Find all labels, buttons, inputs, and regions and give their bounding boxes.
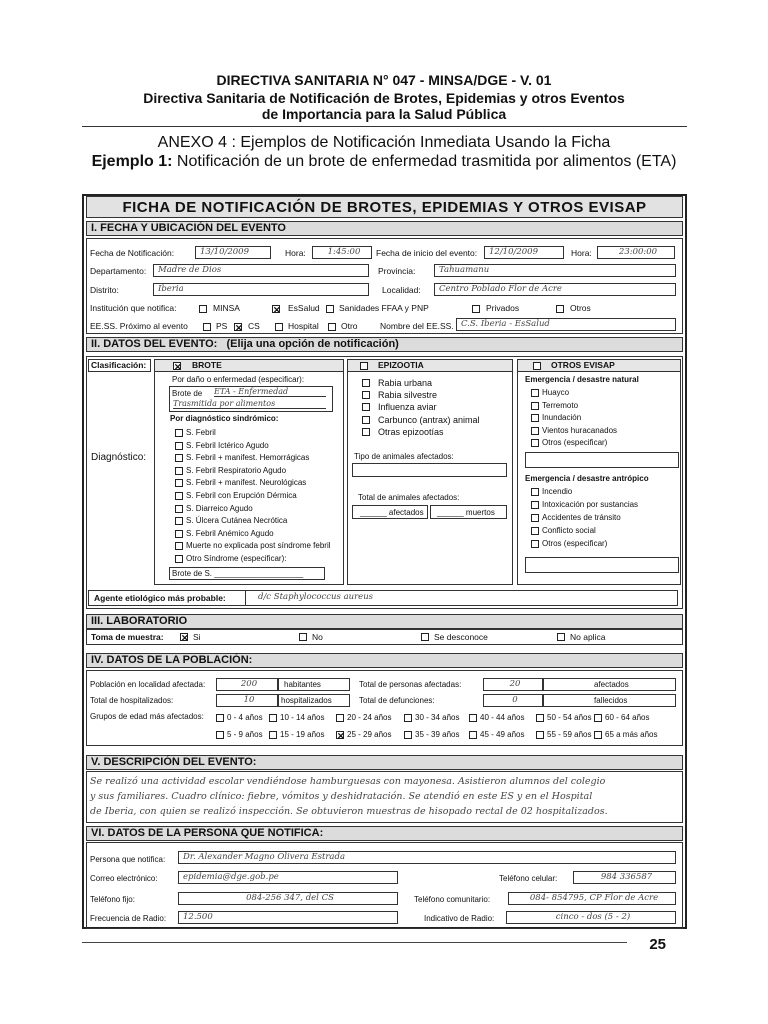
sindrome-label: S. Úlcera Cutánea Necrótica <box>186 516 288 526</box>
hospitalizados-label: Total de hospitalizados: <box>90 696 174 705</box>
age-group-label: 55 - 59 años <box>547 730 592 739</box>
epizootia-item-label: Influenza aviar <box>378 402 437 413</box>
inicio-label: Fecha de inicio del evento: <box>376 248 478 258</box>
institucion-label: Institución que notifica: <box>90 303 177 313</box>
hospital-checkbox[interactable] <box>275 323 283 331</box>
radio-field[interactable]: 12.500 <box>178 911 398 924</box>
departamento-label: Departamento: <box>90 266 147 276</box>
animales-afectados-label: ______ afectados <box>360 508 424 517</box>
clasificacion-label: Clasificación: <box>91 360 147 370</box>
toma-noaplica-label: No aplica <box>570 632 606 642</box>
age-group-checkbox[interactable] <box>269 731 277 739</box>
directive-subtitle-1: Directiva Sanitaria de Notificación de Brotes, Epidemias y otros Eventos <box>143 90 625 106</box>
comunitario-field[interactable]: 084- 854795, CP Flor de Acre <box>508 892 676 905</box>
age-group-label: 40 - 44 años <box>480 713 525 722</box>
emergencia-natural-label: Emergencia / desastre natural <box>525 375 639 384</box>
celular-field[interactable]: 984 336587 <box>573 871 676 884</box>
toma-no-checkbox[interactable] <box>299 633 307 641</box>
fecha-notificacion-field[interactable]: 13/10/2009 <box>195 246 271 259</box>
age-group-checkbox[interactable] <box>216 714 224 722</box>
age-group-checkbox[interactable] <box>336 714 344 722</box>
brote-s-label: Brote de S. ____________________ <box>172 569 304 578</box>
sindrome-label: S. Febril + manifest. Neurológicas <box>186 478 307 488</box>
antropico-item-checkbox[interactable] <box>531 501 539 509</box>
hospitalizados-field[interactable]: 10 <box>216 694 278 707</box>
sindrome-checkbox[interactable] <box>175 479 183 487</box>
comunitario-label: Teléfono comunitario: <box>414 895 491 904</box>
natural-item-checkbox[interactable] <box>531 389 539 397</box>
sindrome-label: S. Diarreico Agudo <box>186 503 253 513</box>
tipo-animales-label: Tipo de animales afectados: <box>354 452 454 461</box>
habitantes-label: habitantes <box>284 680 321 689</box>
epizootia-item-label: Rabia silvestre <box>378 390 438 401</box>
hora2-label: Hora: <box>571 248 592 258</box>
antropico-item-checkbox[interactable] <box>531 540 539 548</box>
indicativo-field[interactable]: cinco - dos (5 - 2) <box>506 911 676 924</box>
otros-natural-field[interactable] <box>525 452 679 468</box>
poblacion-label: Población en localidad afectada: <box>90 680 206 689</box>
agente-field[interactable]: d/c Staphylococcus aureus <box>258 592 374 602</box>
section-1-header: I. FECHA Y UBICACIÓN DEL EVENTO <box>86 221 683 236</box>
epizootia-label: EPIZOOTIA <box>378 360 424 370</box>
fijo-field[interactable]: 084-256 347, del CS <box>178 892 398 905</box>
sindrome-label: Muerte no explicada post síndrome febril <box>186 541 331 551</box>
brote-label: BROTE <box>192 360 222 370</box>
age-group-checkbox[interactable]: ✕ <box>337 731 345 741</box>
afectados-label: afectados <box>594 680 629 689</box>
natural-item-checkbox[interactable] <box>531 439 539 447</box>
form-title: FICHA DE NOTIFICACIÓN DE BROTES, EPIDEMIAS Y OTROS EVISAP <box>86 196 683 218</box>
hora-inicio-field[interactable]: 23:00:00 <box>597 246 675 259</box>
toma-noaplica-checkbox[interactable] <box>557 633 565 641</box>
cs-checkbox[interactable]: ✕ <box>235 323 243 333</box>
antropico-item-checkbox[interactable] <box>531 488 539 496</box>
defunciones-label: Total de defunciones: <box>359 696 435 705</box>
antropico-item-label: Incendio <box>542 487 573 496</box>
fallecidos-label: fallecidos <box>594 696 628 705</box>
event-description[interactable]: Se realizó una actividad escolar vendiéndose hamburguesas con mayonesa. Asistieron alumnos del colegio y sus familiares. Cuadro clínico: fiebre, vómitos y deshidratación. Se atendió en este ES y en el Hospital de Iberia, con quien se realizó inspección. Se obtuvieron muestras de hisopado rectal de 02 hospitalizados. <box>90 776 608 817</box>
antropico-item-checkbox[interactable] <box>531 527 539 535</box>
natural-item-checkbox[interactable] <box>531 414 539 422</box>
epizootia-checkbox[interactable] <box>360 362 368 370</box>
indicativo-label: Indicativo de Radio: <box>424 914 495 923</box>
sindrome-checkbox[interactable] <box>175 492 183 500</box>
page-number: 25 <box>649 936 666 953</box>
sindrome-label: S. Febril con Erupción Dérmica <box>186 491 297 500</box>
age-group-checkbox[interactable] <box>404 714 412 722</box>
sindrome-checkbox[interactable] <box>175 467 183 475</box>
localidad-field[interactable]: Centro Poblado Flor de Acre <box>434 283 676 296</box>
age-group-checkbox[interactable] <box>216 731 224 739</box>
sindrome-checkbox[interactable] <box>175 517 183 525</box>
total-animales-label: Total de animales afectados: <box>358 493 460 502</box>
brote-checkbox[interactable]: ✕ <box>174 362 182 372</box>
age-group-label: 50 - 54 años <box>547 713 592 722</box>
sindrome-label: S. Febril + manifest. Hemorrágicas <box>186 453 310 463</box>
natural-item-label: Inundación <box>542 413 582 423</box>
radio-label: Frecuencia de Radio: <box>90 914 167 923</box>
toma-no-label: No <box>312 632 323 642</box>
epizootia-item-label: Rabia urbana <box>378 378 433 388</box>
otros-evisap-label: OTROS EVISAP <box>551 360 615 370</box>
sindrome-checkbox[interactable] <box>175 454 183 462</box>
hora-field[interactable]: 1:45:00 <box>312 246 372 259</box>
natural-item-label: Vientos huracanados <box>542 425 618 435</box>
natural-item-label: Huayco <box>542 388 570 397</box>
brote-de-label: Brote de <box>172 389 203 398</box>
age-group-label: 15 - 19 años <box>280 730 325 739</box>
total-afectados-label: Total de personas afectadas: <box>359 680 462 689</box>
persona-label: Persona que notifica: <box>90 855 166 864</box>
anexo-title: ANEXO 4 : Ejemplos de Notificación Inmediata Usando la Ficha <box>157 134 611 151</box>
natural-item-checkbox[interactable] <box>531 427 539 435</box>
otros-inst-label: Otros <box>570 303 591 313</box>
age-group-checkbox[interactable] <box>536 714 544 722</box>
minsa-label: MINSA <box>213 303 240 313</box>
animales-muertos-label: ______ muertos <box>437 508 495 517</box>
hospital-label: Hospital <box>288 321 319 331</box>
toma-muestra-label: Toma de muestra: <box>91 632 164 642</box>
age-group-label: 35 - 39 años <box>415 730 460 739</box>
total-afectados-field[interactable]: 20 <box>483 678 543 691</box>
poblacion-field[interactable]: 200 <box>216 678 278 691</box>
sindrome-label: S. Febril Ictérico Agudo <box>186 440 269 450</box>
age-group-label: 30 - 34 años <box>415 713 460 722</box>
section-6-header: VI. DATOS DE LA PERSONA QUE NOTIFICA: <box>86 826 683 841</box>
age-group-checkbox[interactable] <box>469 731 477 739</box>
age-group-checkbox[interactable] <box>594 714 602 722</box>
sindrome-checkbox[interactable] <box>175 555 183 563</box>
natural-item-label: Otros (especificar) <box>542 438 608 448</box>
age-group-checkbox[interactable] <box>536 731 544 739</box>
brote-header <box>154 359 344 372</box>
brote-de-value-2[interactable]: Trasmitida por alimentos <box>173 399 326 409</box>
hospitalizados-unit: hospitalizados <box>281 696 332 705</box>
age-group-label: 45 - 49 años <box>480 730 525 739</box>
epizootia-item-label: Carbunco (antrax) animal <box>378 414 480 425</box>
directive-subtitle-2: de Importancia para la Salud Pública <box>261 106 507 122</box>
localidad-label: Localidad: <box>382 285 421 295</box>
otro-eess-checkbox[interactable] <box>328 323 336 331</box>
otros-evisap-checkbox[interactable] <box>533 362 541 370</box>
age-group-label: 0 - 4 años <box>227 713 263 722</box>
celular-label: Teléfono celular: <box>499 874 558 883</box>
sindrome-label: S. Febril Respiratorio Agudo <box>186 465 287 475</box>
eess-label: EE.SS. Próximo al evento <box>90 321 188 331</box>
otros-antropico-field[interactable] <box>525 557 679 573</box>
por-diag-label: Por diagnóstico sindrómico: <box>170 414 279 423</box>
sindrome-checkbox[interactable] <box>175 505 183 513</box>
provincia-label: Provincia: <box>378 266 416 276</box>
otro-eess-label: Otro <box>341 321 358 331</box>
ffaa-checkbox[interactable] <box>326 305 334 313</box>
epizootia-item-checkbox[interactable] <box>362 403 370 411</box>
sindrome-label: S. Febril <box>186 428 216 437</box>
ejemplo-title: Ejemplo 1: Notificación de un brote de enfermedad trasmitida por alimentos (ETA) <box>91 153 677 170</box>
toma-desconoce-checkbox[interactable] <box>421 633 429 641</box>
brote-de-value-1[interactable]: ETA - Enfermedad <box>214 387 326 397</box>
fijo-label: Teléfono fijo: <box>90 895 135 904</box>
correo-field[interactable]: epidemia@dge.gob.pe <box>178 871 398 884</box>
minsa-checkbox[interactable] <box>199 305 207 313</box>
natural-item-label: Terremoto <box>542 400 579 410</box>
diagnostico-label: Diagnóstico: <box>91 452 147 463</box>
sindrome-checkbox[interactable] <box>175 530 183 538</box>
age-group-checkbox[interactable] <box>469 714 477 722</box>
footer-rule <box>82 942 627 943</box>
otros-inst-checkbox[interactable] <box>556 305 564 313</box>
directive-title: DIRECTIVA SANITARIA N° 047 - MINSA/DGE - V. 01 <box>216 72 552 88</box>
persona-field[interactable]: Dr. Alexander Magno Olivera Estrada <box>178 851 676 864</box>
ps-checkbox[interactable] <box>203 323 211 331</box>
antropico-item-label: Conflicto social <box>542 526 596 535</box>
age-group-checkbox[interactable] <box>404 731 412 739</box>
essalud-checkbox[interactable]: ✕ <box>273 305 281 315</box>
distrito-field[interactable]: Iberia <box>153 283 369 296</box>
hora-label: Hora: <box>285 248 306 258</box>
section-3-header: III. LABORATORIO <box>86 614 683 629</box>
epizootia-item-checkbox[interactable] <box>362 428 370 436</box>
age-group-label: 65 a más años <box>605 730 658 739</box>
antropico-item-label: Accidentes de tránsito <box>542 513 621 522</box>
sindrome-label: Otro Síndrome (especificar): <box>186 554 287 563</box>
agente-label: Agente etiológico más probable: <box>94 593 226 603</box>
epizootia-item-checkbox[interactable] <box>362 416 370 424</box>
sindrome-checkbox[interactable] <box>175 429 183 437</box>
antropico-item-label: Intoxicación por sustancias <box>542 500 639 509</box>
age-group-label: 20 - 24 años <box>347 713 392 722</box>
age-group-checkbox[interactable] <box>594 731 602 739</box>
toma-si-label: Si <box>193 632 201 642</box>
privados-checkbox[interactable] <box>472 305 480 313</box>
ffaa-label: Sanidades FFAA y PNP <box>339 303 429 313</box>
privados-label: Privados <box>486 303 520 313</box>
essalud-label: EsSalud <box>288 303 320 313</box>
epizootia-header <box>347 359 513 372</box>
toma-si-checkbox[interactable]: ✕ <box>181 633 189 643</box>
header-divider <box>82 126 687 127</box>
departamento-field[interactable]: Madre de Dios <box>153 264 369 277</box>
ps-label: PS <box>216 321 228 331</box>
sindrome-checkbox[interactable] <box>175 442 183 450</box>
cs-label: CS <box>248 321 260 331</box>
provincia-field[interactable]: Tahuamanu <box>434 264 676 277</box>
correo-label: Correo electrónico: <box>90 874 158 883</box>
nombre-eess-field[interactable]: C.S. Iberia - EsSalud <box>456 318 676 331</box>
tipo-animales-field[interactable] <box>352 463 507 477</box>
distrito-label: Distrito: <box>90 285 119 295</box>
antropico-item-label: Otros (especificar) <box>542 539 608 548</box>
sindrome-label: S. Febril Anémico Agudo <box>186 528 274 538</box>
grupos-edad-label: Grupos de edad más afectados: <box>90 712 204 721</box>
sindrome-checkbox[interactable] <box>175 542 183 550</box>
toma-desconoce-label: Se desconoce <box>434 632 488 642</box>
section-4-header: IV. DATOS DE LA POBLACIÓN: <box>86 653 683 668</box>
natural-item-checkbox[interactable] <box>531 402 539 410</box>
age-group-label: 60 - 64 años <box>605 713 650 722</box>
epizootia-item-checkbox[interactable] <box>362 379 370 387</box>
section-2-header: II. DATOS DEL EVENTO: (Elija una opción de notificación) <box>86 337 683 352</box>
age-group-label: 5 - 9 años <box>227 730 263 739</box>
nombre-eess-label: Nombre del EE.SS. <box>380 321 454 331</box>
fecha-inicio-field[interactable]: 12/10/2009 <box>484 246 564 259</box>
defunciones-field[interactable]: 0 <box>483 694 543 707</box>
epizootia-item-checkbox[interactable] <box>362 391 370 399</box>
age-group-label: 10 - 14 años <box>280 713 325 722</box>
fecha-label: Fecha de Notificación: <box>90 248 175 258</box>
epizootia-item-label: Otras epizootías <box>378 426 444 437</box>
section-5-header: V. DESCRIPCIÓN DEL EVENTO: <box>86 755 683 770</box>
emergencia-antropica-label: Emergencia / desastre antrópico <box>525 474 649 483</box>
antropico-item-checkbox[interactable] <box>531 514 539 522</box>
por-dano-label: Por daño o enfermedad (especificar): <box>172 375 305 384</box>
age-group-checkbox[interactable] <box>269 714 277 722</box>
age-group-label: 25 - 29 años <box>347 730 392 739</box>
